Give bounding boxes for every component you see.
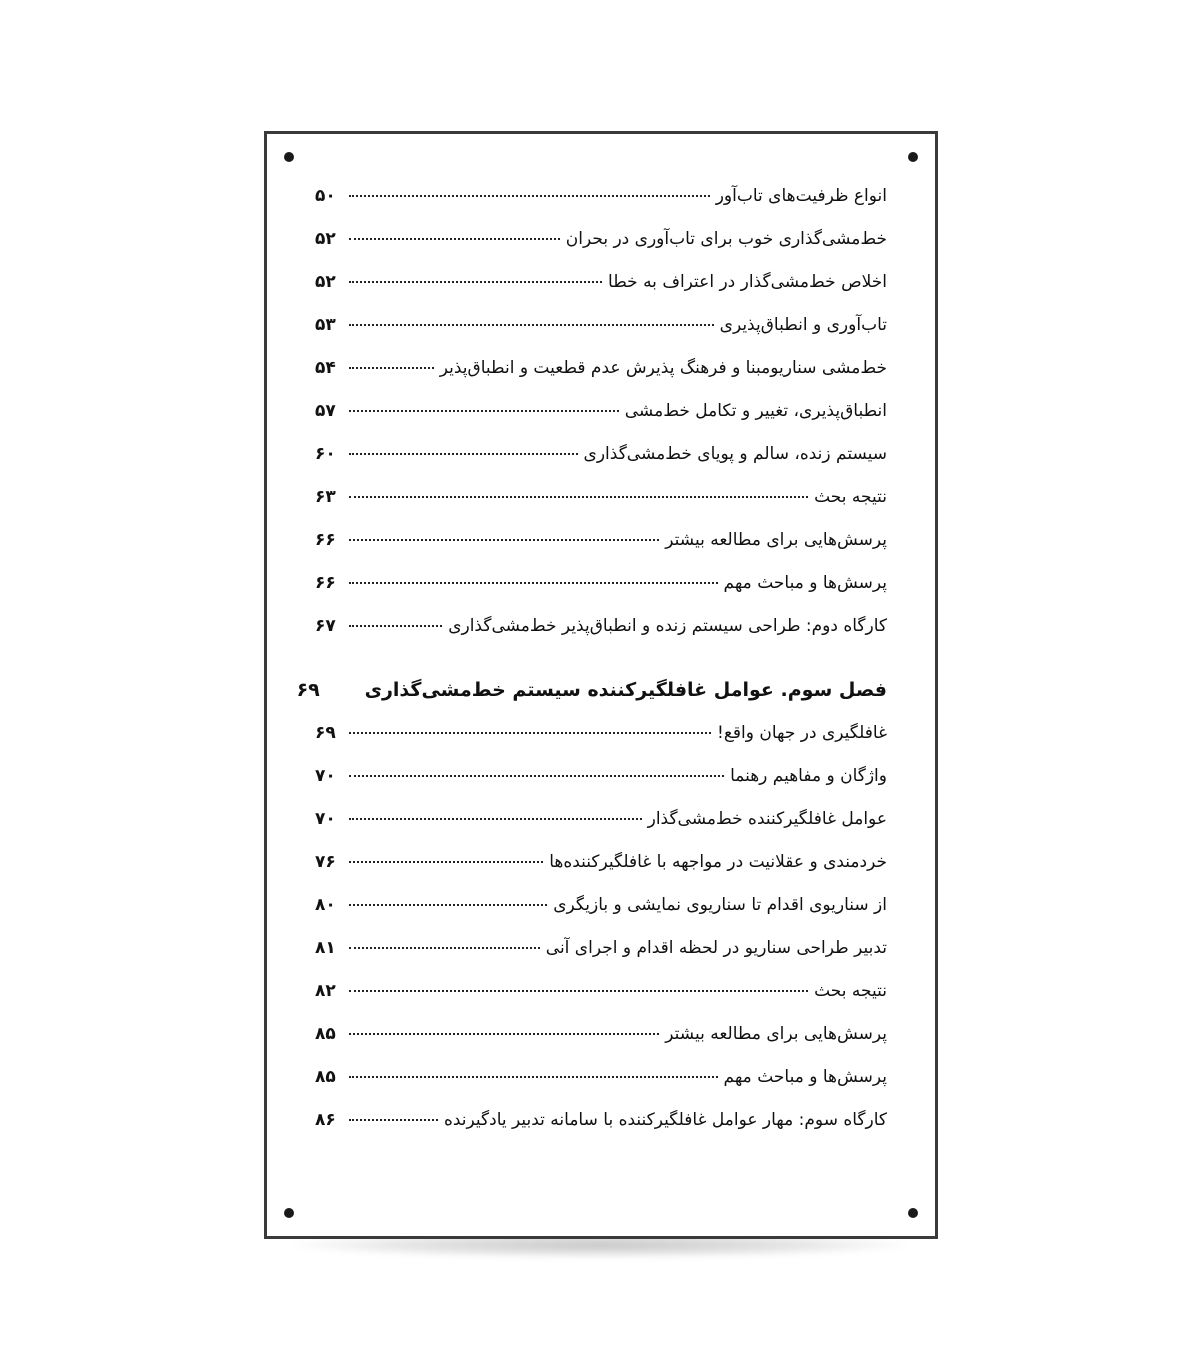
toc-entry-title: واژگان و مفاهیم رهنما bbox=[730, 766, 887, 786]
dot-leader bbox=[349, 990, 808, 992]
dot-leader bbox=[349, 732, 711, 734]
toc-entry-title: پرسش‌ها و مباحث مهم bbox=[723, 1067, 887, 1087]
toc-entry-title: خردمندی و عقلانیت در مواجهه با غافلگیرکننده‌ها bbox=[549, 852, 887, 872]
toc-entry-page: ۵۰ bbox=[315, 186, 336, 206]
toc-entry-page: ۸۲ bbox=[315, 981, 336, 1001]
toc-entry[interactable] bbox=[315, 852, 887, 895]
toc-entry[interactable] bbox=[315, 315, 887, 358]
dot-leader bbox=[349, 904, 547, 906]
chapter-title: فصل سوم. عوامل غافلگیرکننده سیستم خط‌مشی‌گذاری bbox=[364, 679, 887, 701]
toc-entry-page: ۸۰ bbox=[315, 895, 336, 915]
chapter-page: ۶۹ bbox=[296, 679, 320, 701]
dot-leader bbox=[349, 324, 714, 326]
toc-entry[interactable] bbox=[315, 766, 887, 809]
toc-entry-title: پرسش‌هایی برای مطالعه بیشتر bbox=[665, 1024, 887, 1044]
toc-entry-page: ۵۷ bbox=[315, 401, 336, 421]
toc-entry-title: عوامل غافلگیرکننده خط‌مشی‌گذار bbox=[647, 809, 887, 829]
toc-entry[interactable] bbox=[315, 1067, 887, 1110]
dot-leader bbox=[349, 367, 434, 369]
toc-entry[interactable] bbox=[315, 229, 887, 272]
toc-entry[interactable] bbox=[315, 487, 887, 530]
toc-entry[interactable] bbox=[315, 358, 887, 401]
toc-entry-page: ۶۶ bbox=[315, 530, 336, 550]
dot-leader bbox=[349, 410, 619, 412]
toc-entry-page: ۸۱ bbox=[315, 938, 336, 958]
toc-entry[interactable] bbox=[315, 809, 887, 852]
toc-entry-title: سیستم زنده، سالم و پویای خط‌مشی‌گذاری bbox=[583, 444, 887, 464]
toc-entry-page: ۵۴ bbox=[315, 358, 336, 378]
dot-leader bbox=[349, 281, 602, 283]
dot-leader bbox=[349, 195, 710, 197]
dot-leader bbox=[349, 818, 642, 820]
toc-page bbox=[264, 131, 938, 1239]
toc-entry-title: اخلاص خط‌مشی‌گذار در اعتراف به خطا bbox=[608, 272, 887, 292]
toc-entry-title: غافلگیری در جهان واقع! bbox=[717, 723, 887, 743]
corner-dot-top-left bbox=[284, 152, 294, 162]
toc-entry-page: ۶۶ bbox=[315, 573, 336, 593]
toc-entry-title: تاب‌آوری و انطباق‌پذیری bbox=[719, 315, 887, 335]
toc-entry-page: ۵۲ bbox=[315, 272, 336, 292]
toc-entry[interactable] bbox=[315, 723, 887, 766]
toc-entry-page: ۵۳ bbox=[315, 315, 336, 335]
toc-entry-title: پرسش‌ها و مباحث مهم bbox=[723, 573, 887, 593]
toc-entry-page: ۶۷ bbox=[315, 616, 336, 636]
dot-leader bbox=[349, 861, 543, 863]
toc-entry-title: کارگاه سوم: مهار عوامل غافلگیرکننده با سامانه تدبیر یادگیرنده bbox=[443, 1110, 887, 1130]
toc-entry-page: ۸۶ bbox=[315, 1110, 336, 1130]
toc-entry-page: ۵۲ bbox=[315, 229, 336, 249]
toc-entry-title: خط‌مشی‌گذاری خوب برای تاب‌آوری در بحران bbox=[565, 229, 887, 249]
toc-entry[interactable] bbox=[315, 530, 887, 573]
toc-chapter-heading[interactable] bbox=[296, 679, 887, 723]
corner-dot-bottom-left bbox=[284, 1208, 294, 1218]
toc-entry-title: پرسش‌هایی برای مطالعه بیشتر bbox=[665, 530, 887, 550]
toc-entry-page: ۸۵ bbox=[315, 1024, 336, 1044]
toc-entry-title: تدبیر طراحی سناریو در لحظه اقدام و اجرای آنی bbox=[545, 938, 887, 958]
toc-entry-page: ۶۰ bbox=[315, 444, 336, 464]
toc-entry[interactable] bbox=[315, 272, 887, 315]
toc-entry-title: نتیجه بحث bbox=[814, 981, 887, 1001]
toc-entry-page: ۶۹ bbox=[315, 723, 336, 743]
dot-leader bbox=[349, 539, 659, 541]
toc-entry-title: انطباق‌پذیری، تغییر و تکامل خط‌مشی bbox=[624, 401, 887, 421]
dot-leader bbox=[349, 1076, 718, 1078]
dot-leader bbox=[349, 1119, 438, 1121]
dot-leader bbox=[349, 775, 724, 777]
toc-entry[interactable] bbox=[315, 186, 887, 229]
toc-entry-page: ۶۳ bbox=[315, 487, 336, 507]
toc-entry-page: ۷۰ bbox=[315, 766, 336, 786]
toc-entry[interactable] bbox=[315, 616, 887, 659]
toc-entry-title: از سناریوی اقدام تا سناریوی نمایشی و بازیگری bbox=[553, 895, 887, 915]
table-of-contents bbox=[296, 186, 887, 1153]
dot-leader bbox=[349, 1033, 659, 1035]
toc-entry-page: ۷۰ bbox=[315, 809, 336, 829]
dot-leader bbox=[349, 625, 442, 627]
corner-dot-top-right bbox=[908, 152, 918, 162]
dot-leader bbox=[349, 238, 560, 240]
toc-entry[interactable] bbox=[315, 1024, 887, 1067]
toc-entry[interactable] bbox=[315, 1110, 887, 1153]
toc-entry[interactable] bbox=[315, 895, 887, 938]
section-gap bbox=[315, 659, 887, 679]
toc-entry[interactable] bbox=[315, 401, 887, 444]
toc-entry[interactable] bbox=[315, 444, 887, 487]
corner-dot-bottom-right bbox=[908, 1208, 918, 1218]
dot-leader bbox=[349, 453, 578, 455]
toc-entry[interactable] bbox=[315, 981, 887, 1024]
toc-entry-page: ۸۵ bbox=[315, 1067, 336, 1087]
toc-entry-page: ۷۶ bbox=[315, 852, 336, 872]
toc-entry-title: نتیجه بحث bbox=[814, 487, 887, 507]
dot-leader bbox=[349, 582, 718, 584]
toc-entry-title: انواع ظرفیت‌های تاب‌آور bbox=[715, 186, 887, 206]
toc-entry-title: خط‌مشی سناریومبنا و فرهنگ پذیرش عدم قطعیت و انطباق‌پذیر bbox=[439, 358, 887, 378]
dot-leader bbox=[349, 947, 540, 949]
toc-entry[interactable] bbox=[315, 573, 887, 616]
toc-entry[interactable] bbox=[315, 938, 887, 981]
dot-leader bbox=[349, 496, 808, 498]
toc-entry-title: کارگاه دوم: طراحی سیستم زنده و انطباق‌پذیر خط‌مشی‌گذاری bbox=[448, 616, 887, 636]
